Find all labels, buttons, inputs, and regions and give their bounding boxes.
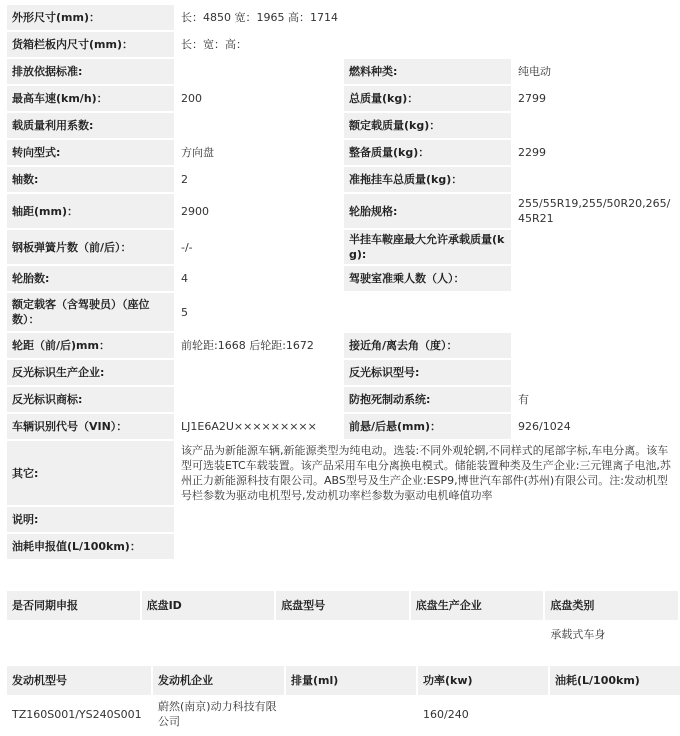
table-header-row [6, 665, 680, 696]
table-cell [141, 621, 276, 648]
table-cell [549, 696, 680, 732]
spec-value [175, 359, 343, 386]
table-row [6, 58, 680, 85]
table-row [6, 193, 680, 229]
spec-value: 纯电动 [512, 58, 680, 85]
column-header: 底盘类别 [544, 590, 679, 621]
spec-value: 2299 [512, 139, 680, 166]
spec-value [512, 332, 680, 359]
spec-label: 其它: [6, 440, 175, 506]
spec-value: 前轮距:1668 后轮距:1672 [175, 332, 343, 359]
spec-label: 准拖挂车总质量(kg)： [343, 166, 512, 193]
spec-value: 2 [175, 166, 343, 193]
spec-value [512, 229, 680, 265]
table-cell: TZ160S001/YS240S001 [6, 696, 152, 732]
spec-label: 轮胎规格: [343, 193, 512, 229]
spec-label: 钢板弹簧片数（前/后）： [6, 229, 175, 265]
spec-label: 转向型式: [6, 139, 175, 166]
spec-value: 有 [512, 386, 680, 413]
spec-value [512, 112, 680, 139]
spec-label: 接近角/离去角（度）： [343, 332, 512, 359]
spec-label: 油耗申报值(L/100km)： [6, 533, 175, 560]
spec-label: 货箱栏板内尺寸(mm)： [6, 31, 175, 58]
table-cell: 蔚然(南京)动力科技有限公司 [152, 696, 285, 732]
vehicle-spec-table [5, 3, 680, 561]
engine-table [5, 664, 680, 733]
spec-value: LJ1E6A2U××××××××× [175, 413, 343, 440]
column-header: 底盘型号 [275, 590, 410, 621]
spec-value [512, 166, 680, 193]
chassis-table [5, 589, 680, 649]
column-header: 功率(kw) [417, 665, 549, 696]
spec-value: 4 [175, 265, 343, 292]
spec-value [175, 386, 343, 413]
spec-value: -/- [175, 229, 343, 265]
spec-label: 外形尺寸(mm)： [6, 4, 175, 31]
table-header-row [6, 590, 679, 621]
column-header: 底盘生产企业 [410, 590, 545, 621]
spec-label: 轮距（前/后)mm： [6, 332, 175, 359]
table-row [6, 506, 680, 533]
spec-label: 反光标识生产企业: [6, 359, 175, 386]
spec-value [512, 265, 680, 292]
spec-value: 长：宽：高： [175, 31, 680, 58]
table-row [6, 386, 680, 413]
spec-label: 排放依据标准: [6, 58, 175, 85]
table-row [6, 359, 680, 386]
table-row [6, 332, 680, 359]
table-row [6, 229, 680, 265]
column-header: 发动机型号 [6, 665, 152, 696]
table-cell: 承载式车身 [544, 621, 679, 648]
spec-value: 255/55R19,255/50R20,265/45R21 [512, 193, 680, 229]
spec-value: 长：4850 宽：1965 高：1714 [175, 4, 680, 31]
spec-value [175, 533, 680, 560]
column-header: 底盘ID [141, 590, 276, 621]
spec-value: 5 [175, 292, 680, 332]
spec-label: 防抱死制动系统: [343, 386, 512, 413]
spec-label: 整备质量(kg)： [343, 139, 512, 166]
table-row [6, 112, 680, 139]
spec-label: 半挂车鞍座最大允许承载质量(kg): [343, 229, 512, 265]
spec-label: 轴距(mm)： [6, 193, 175, 229]
spec-label: 额定载客（含驾驶员）（座位数）： [6, 292, 175, 332]
table-row [6, 4, 680, 31]
spec-value [175, 58, 343, 85]
table-row [6, 265, 680, 292]
column-header: 是否同期申报 [6, 590, 141, 621]
column-header: 发动机企业 [152, 665, 285, 696]
table-cell [275, 621, 410, 648]
table-row [6, 440, 680, 506]
table-cell: 160/240 [417, 696, 549, 732]
table-row [6, 696, 680, 732]
spec-label: 前悬/后悬(mm)： [343, 413, 512, 440]
column-header: 排量(ml) [285, 665, 417, 696]
spec-value: 该产品为新能源车辆,新能源类型为纯电动。选装:不同外观轮辋,不同样式的尾部字标,车电分离。该车型可选装ETC车载装置。该产品采用车电分离换电模式。储能装置种类及生产企业:三元锂离子电池,苏州正力新能源科技有限公司。ABS型号及生产企业:ESP9,博世汽车部件(苏州)有限公司。注:发动机型号栏参数为驱动电机型号,发动机功率栏参数为驱动电机峰值功率 [175, 440, 680, 506]
table-row [6, 533, 680, 560]
spec-value: 方向盘 [175, 139, 343, 166]
spec-label: 燃料种类: [343, 58, 512, 85]
table-row [6, 621, 679, 648]
table-cell [410, 621, 545, 648]
spec-value: 2799 [512, 85, 680, 112]
spec-value [175, 506, 680, 533]
spec-label: 总质量(kg)： [343, 85, 512, 112]
table-row [6, 292, 680, 332]
spec-label: 最高车速(km/h)： [6, 85, 175, 112]
spec-value: 2900 [175, 193, 343, 229]
table-row [6, 166, 680, 193]
table-row [6, 31, 680, 58]
spec-label: 反光标识商标: [6, 386, 175, 413]
column-header: 油耗(L/100km) [549, 665, 680, 696]
table-row [6, 413, 680, 440]
table-row [6, 139, 680, 166]
spec-label: 驾驶室准乘人数（人）： [343, 265, 512, 292]
spec-value: 200 [175, 85, 343, 112]
table-cell [6, 621, 141, 648]
spec-label: 反光标识型号: [343, 359, 512, 386]
spec-label: 车辆识别代号（VIN）： [6, 413, 175, 440]
table-cell [285, 696, 417, 732]
spec-value [512, 359, 680, 386]
spec-label: 轮胎数: [6, 265, 175, 292]
table-row [6, 85, 680, 112]
spec-value: 926/1024 [512, 413, 680, 440]
spec-label: 额定载质量(kg)： [343, 112, 512, 139]
spec-label: 载质量利用系数: [6, 112, 175, 139]
spec-value [175, 112, 343, 139]
spec-label: 轴数: [6, 166, 175, 193]
spec-label: 说明: [6, 506, 175, 533]
